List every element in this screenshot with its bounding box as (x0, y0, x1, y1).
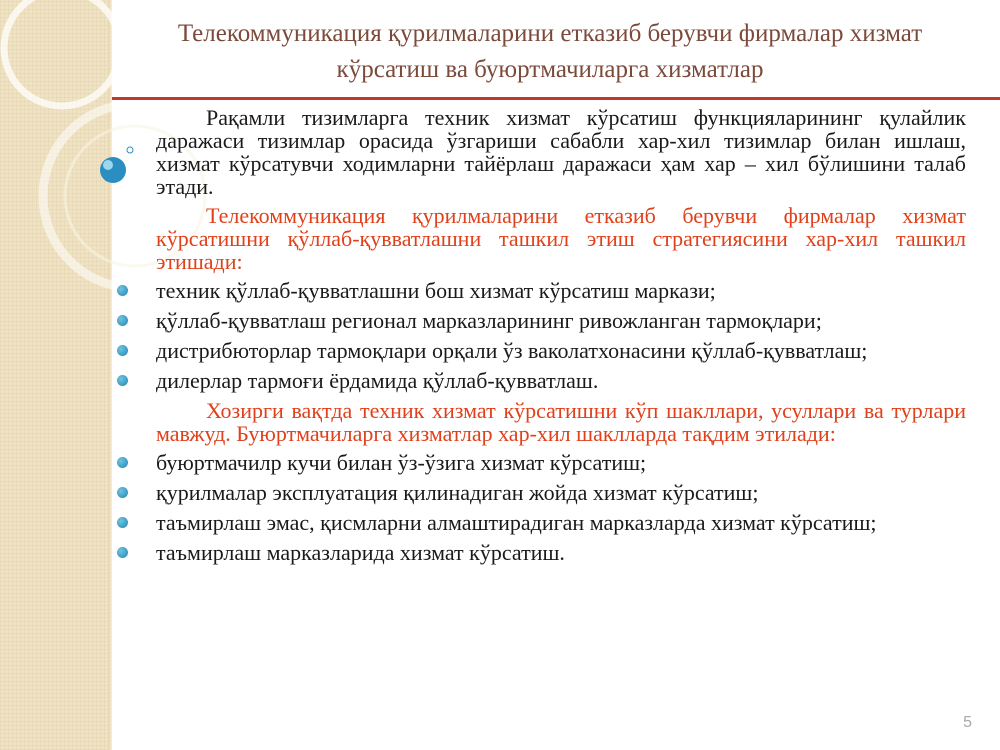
title-line-2: кўрсатиш ва буюртмачиларга хизматлар (336, 56, 764, 83)
intro-paragraph: Рақамли тизимларга техник хизмат кўрсатиш функцияларининг қулайлик даражаси тизимлар орасида ўзгариши сабабли хар-хил тизимлар билан ишлаш, хизмат кўрсатувчи ходимларни тайёрлаш даражаси ҳам хар – хил бўлишини талаб этади. (156, 105, 966, 199)
blue-dot-icon (117, 487, 128, 498)
blue-dot-icon (117, 315, 128, 326)
blue-dot-icon (117, 517, 128, 528)
strategy-paragraph: Телекоммуникация қурилмаларини етказиб берувчи фирмалар хизмат кўрсатишни қўллаб-қувватлашни ташкил этиш стратегиясини хар-хил ташкил этишади: (156, 203, 966, 274)
blue-dot-icon (117, 547, 128, 558)
support-bullet-list (156, 279, 966, 392)
list-item (156, 511, 966, 534)
list-item (156, 369, 966, 392)
blue-dot-icon (117, 375, 128, 386)
list-item-text: таъмирлаш эмас, қисмларни алмаштирадиган марказларда хизмат кўрсатиш; (156, 510, 877, 535)
list-item-text: буюртмачилр кучи билан ўз-ўзига хизмат кўрсатиш; (156, 450, 647, 475)
list-item-text: қурилмалар эксплуатация қилинадиган жойда хизмат кўрсатиш; (156, 480, 759, 505)
services-paragraph: Хозирги вақтда техник хизмат кўрсатишни кўп шакллари, усуллари ва турлари мавжуд. Буюртмачиларга хизматлар хар-хил шаклларда тақдим этилади: (156, 398, 966, 446)
list-item (156, 339, 966, 362)
services-bullet-list (156, 451, 966, 564)
list-item (156, 481, 966, 504)
list-item-text: техник қўллаб-қувватлашни бош хизмат кўрсатиш маркази; (156, 278, 716, 303)
list-item (156, 279, 966, 302)
blue-dot-icon (117, 345, 128, 356)
blue-dot-icon (117, 457, 128, 468)
list-item (156, 541, 966, 564)
list-item (156, 451, 966, 474)
list-item-text: таъмирлаш марказларида хизмат кўрсатиш. (156, 540, 565, 565)
list-item-text: дилерлар тармоғи ёрдамида қўллаб-қувватлаш. (156, 368, 599, 393)
title-line-1: Телекоммуникация қурилмаларини етказиб берувчи фирмалар хизмат (177, 20, 923, 47)
slide-title (120, 16, 980, 88)
slide-body (156, 106, 966, 571)
list-item (156, 309, 966, 332)
blue-dot-icon (117, 285, 128, 296)
list-item-text: дистрибюторлар тармоқлари орқали ўз ваколатхонасини қўллаб-қувватлаш; (156, 338, 868, 363)
list-item-text: қўллаб-қувватлаш регионал марказларининг ривожланган тармоқлари; (156, 308, 822, 333)
title-divider (112, 97, 1000, 100)
page-number: 5 (963, 714, 972, 731)
